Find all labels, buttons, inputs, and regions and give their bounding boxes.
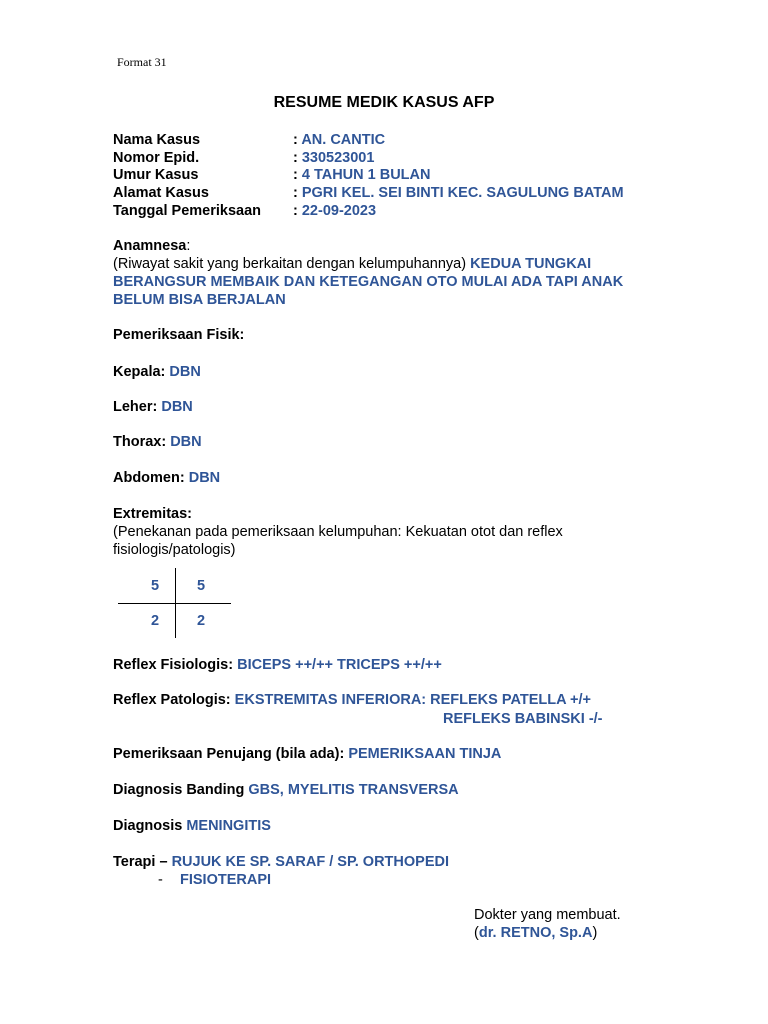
- strength-top-right: 5: [196, 578, 206, 594]
- terapi-value-1: RUJUK KE SP. SARAF / SP. ORTHOPEDI: [171, 854, 450, 870]
- format-label: Format 31: [117, 55, 167, 69]
- signature-close-paren: ): [592, 925, 598, 941]
- strength-horizontal-divider: [118, 603, 231, 604]
- thorax-line: [113, 434, 202, 450]
- strength-top-left: 5: [150, 578, 160, 594]
- tanggal-pemeriksaan-value: 22-09-2023: [301, 203, 377, 219]
- pemeriksaan-fisik-heading: Pemeriksaan Fisik:: [113, 327, 245, 343]
- kepala-label: Kepala:: [113, 364, 166, 380]
- reflex-patologis-value-2: REFLEKS BABINSKI -/-: [443, 711, 603, 727]
- diagnosis-banding-value: GBS, MYELITIS TRANSVERSA: [248, 782, 459, 798]
- kepala-value: DBN: [169, 364, 201, 380]
- diagnosis-banding-line: [113, 782, 459, 798]
- reflex-fisiologis-line: [113, 657, 442, 673]
- umur-kasus-value: 4 TAHUN 1 BULAN: [301, 167, 431, 183]
- leher-line: [113, 399, 193, 415]
- anamnesa-line-1: [113, 256, 591, 272]
- thorax-value: DBN: [170, 434, 202, 450]
- reflex-patologis-value-1: EKSTREMITAS INFERIORA: REFLEKS PATELLA +/+: [234, 692, 592, 708]
- umur-kasus-label: Umur Kasus: [113, 167, 199, 183]
- terapi-value-2: FISIOTERAPI: [180, 872, 272, 888]
- signature-caption: Dokter yang membuat.: [474, 907, 621, 923]
- anamnesa-prompt: (Riwayat sakit yang berkaitan dengan kelumpuhannya): [113, 256, 467, 272]
- alamat-kasus-value: PGRI KEL. SEI BINTI KEC. SAGULUNG BATAM: [301, 185, 624, 201]
- penunjang-line: [113, 746, 501, 762]
- terapi-label: Terapi –: [113, 854, 168, 870]
- nomor-epid-label: Nomor Epid.: [113, 150, 200, 166]
- abdomen-value: DBN: [188, 470, 221, 486]
- abdomen-label: Abdomen:: [113, 470, 185, 486]
- anamnesa-value-2: BERANGSUR MEMBAIK DAN KETEGANGAN OTO MULAI ADA TAPI ANAK: [113, 274, 624, 290]
- reflex-patologis-line: [113, 692, 591, 708]
- reflex-patologis-label: Reflex Patologis:: [113, 692, 231, 708]
- anamnesa-heading: Anamnesa: [113, 238, 187, 254]
- thorax-label: Thorax:: [113, 434, 167, 450]
- nama-kasus-field: : AN. CANTIC: [293, 132, 386, 148]
- penunjang-value: PEMERIKSAAN TINJA: [348, 746, 502, 762]
- abdomen-line: [113, 470, 220, 486]
- page-title: RESUME MEDIK KASUS AFP: [273, 94, 495, 111]
- diagnosis-line: [113, 818, 271, 834]
- signature-name-line: [474, 925, 597, 941]
- nama-kasus-label: Nama Kasus: [113, 132, 201, 148]
- diagnosis-value: MENINGITIS: [186, 818, 271, 834]
- leher-label: Leher:: [113, 399, 158, 415]
- extremitas-heading: Extremitas:: [113, 506, 192, 522]
- diagnosis-banding-label: Diagnosis Banding: [113, 782, 245, 798]
- umur-kasus-field: : 4 TAHUN 1 BULAN: [293, 167, 431, 183]
- anamnesa-heading-line: Anamnesa:: [113, 238, 191, 254]
- terapi-line: [113, 854, 449, 870]
- strength-bottom-right: 2: [196, 613, 206, 629]
- penunjang-label: Pemeriksaan Penujang (bila ada):: [113, 746, 345, 762]
- reflex-fisiologis-value: BICEPS ++/++ TRICEPS ++/++: [237, 657, 442, 673]
- diagnosis-label: Diagnosis: [113, 818, 183, 834]
- anamnesa-value-3: BELUM BISA BERJALAN: [113, 292, 286, 308]
- nomor-epid-field: : 330523001: [293, 150, 375, 166]
- kepala-line: [113, 364, 201, 380]
- tanggal-pemeriksaan-field: : 22-09-2023: [293, 203, 377, 219]
- terapi-bullet: -: [158, 872, 163, 888]
- signature-open-paren: (: [474, 925, 479, 941]
- signature-name: dr. RETNO, Sp.A: [478, 925, 593, 941]
- strength-bottom-left: 2: [150, 613, 160, 629]
- tanggal-pemeriksaan-label: Tanggal Pemeriksaan: [113, 203, 262, 219]
- leher-value: DBN: [161, 399, 193, 415]
- extremitas-prompt-1: (Penekanan pada pemeriksaan kelumpuhan: Kekuatan otot dan reflex: [113, 524, 563, 540]
- nomor-epid-value: 330523001: [301, 150, 375, 166]
- alamat-kasus-field: : PGRI KEL. SEI BINTI KEC. SAGULUNG BATAM: [293, 185, 624, 201]
- anamnesa-value-1: KEDUA TUNGKAI: [470, 256, 592, 272]
- reflex-fisiologis-label: Reflex Fisiologis:: [113, 657, 234, 673]
- nama-kasus-value: AN. CANTIC: [301, 132, 386, 148]
- extremitas-prompt-2: fisiologis/patologis): [113, 542, 236, 558]
- alamat-kasus-label: Alamat Kasus: [113, 185, 209, 201]
